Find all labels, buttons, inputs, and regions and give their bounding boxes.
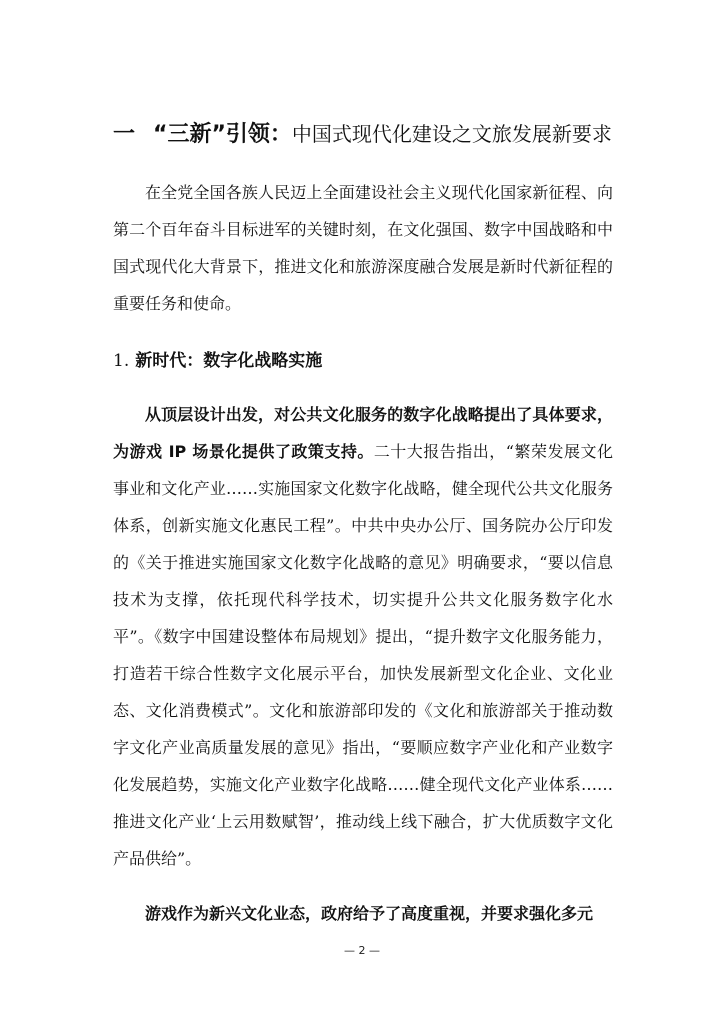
section-heading-rest: 中国式现代化建设之文旅发展新要求 (291, 122, 612, 146)
page-number: — 2 — (344, 944, 380, 957)
section-heading (113, 117, 673, 152)
section-heading-bold: “三新”引领： (153, 122, 292, 147)
subsection-heading-text: 新时代：数字化战略实施 (135, 351, 323, 371)
policy-paragraph (113, 396, 613, 877)
subsection-heading-number: 1. (113, 351, 130, 371)
games-paragraph-lead: 游戏作为新兴文化业态，政府给予了高度重视，并要求强化多元 (145, 904, 594, 923)
games-paragraph (113, 895, 613, 932)
subsection-heading (113, 345, 322, 377)
policy-paragraph-lead: 从顶层设计出发，对公共文化服务的数字化战略提出了具体要求，为游戏 IP 场景化提供了政策支持。 (113, 405, 613, 461)
policy-paragraph-body: 二十大报告指出，“繁荣发展文化事业和文化产业……实施国家文化数字化战略，健全现代公共文化服务体系，创新实施文化惠民工程”。中共中央办公厅、国务院办公厅印发的《关于推进实施国家文化数字化战略的意见》明确要求，“要以信息技术为支撑，依托现代科学技术，切实提升公共文化服务数字化水平”。《数字中国建设整体布局规划》提出，“提升数字文化服务能力，打造若干综合性数字文化展示平台，加快发展新型文化企业、文化业态、文化消费模式”。文化和旅游部印发的《文化和旅游部关于推动数字文化产业高质量发展的意见》指出，“要顺应数字产业化和产业数字化发展趋势，实施文化产业数字化战略……健全现代文化产业体系……推进文化产业‘上云用数赋智’，推动线上线下融合，扩大优质数字文化产品供给”。 (113, 442, 613, 868)
section-heading-number: 一 (113, 122, 136, 147)
intro-paragraph: 在全党全国各族人民迈上全面建设社会主义现代化国家新征程、向第二个百年奋斗目标进军的关键时刻，在文化强国、数字中国战略和中国式现代化大背景下，推进文化和旅游深度融合发展是新时代新征程的重要任务和使命。 (113, 183, 613, 313)
